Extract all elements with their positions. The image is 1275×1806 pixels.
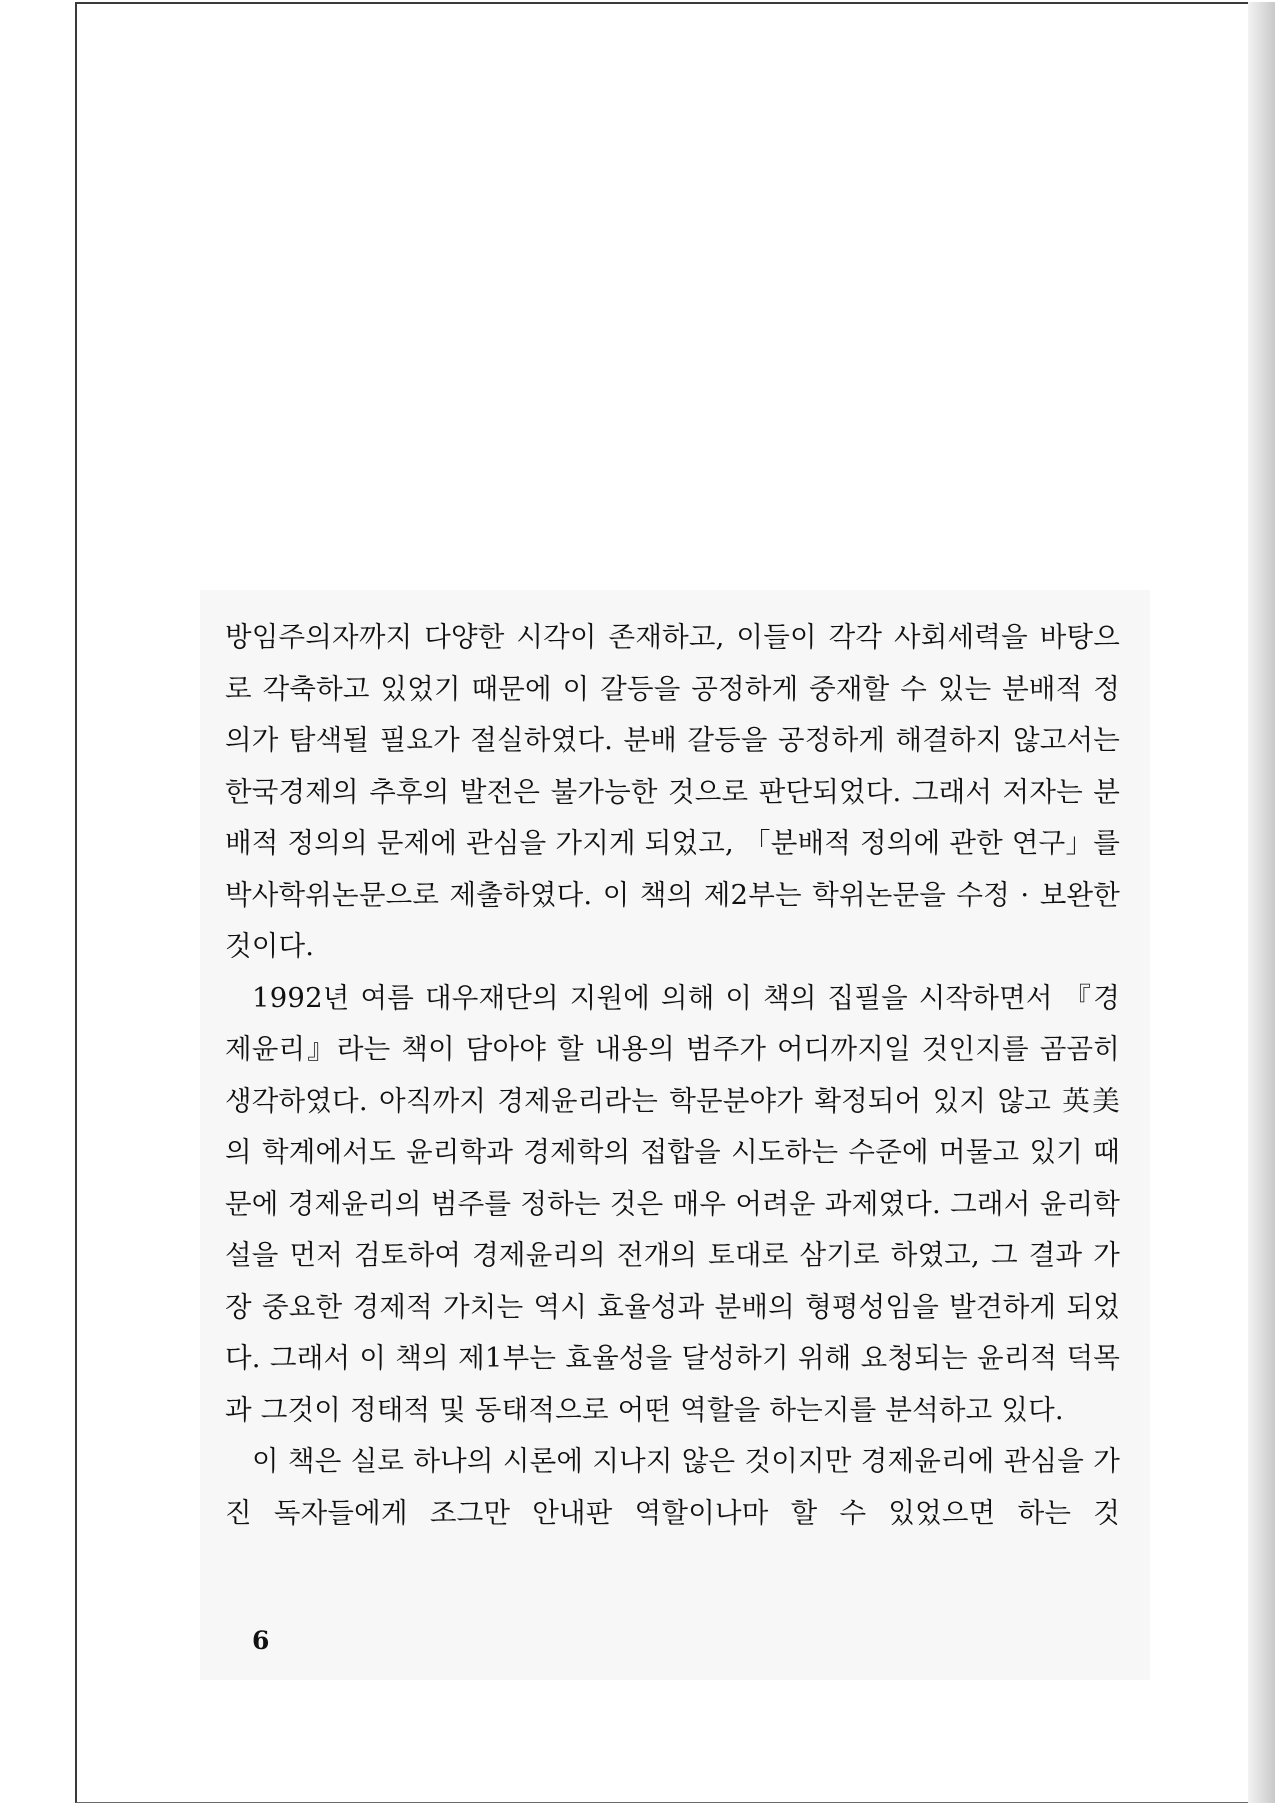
page-number: 6: [252, 1626, 270, 1655]
paragraph-1: 방임주의자까지 다양한 시각이 존재하고, 이들이 각각 사회세력을 바탕으로 각축하고 있었기 때문에 이 갈등을 공정하게 중재할 수 있는 분배적 정의가 탐색될 필요가 절실하였다. 분배 갈등을 공정하게 해결하지 않고서는 한국경제의 추후의 발전은 불가능한 것으로 판단되었다. 그래서 저자는 분배적 정의의 문제에 관심을 가지게 되었고, 「분배적 정의에 관한 연구」를 박사학위논문으로 제출하였다. 이 책의 제2부는 학위논문을 수정 · 보완한 것이다.: [225, 621, 1120, 962]
paragraph-2: 1992년 여름 대우재단의 지원에 의해 이 책의 집필을 시작하면서 『경제윤리』라는 책이 담아야 할 내용의 범주가 어디까지일 것인지를 곰곰히 생각하였다. 아직까지 경제윤리라는 학문분야가 확정되어 있지 않고 英美의 학계에서도 윤리학과 경제학의 접합을 시도하는 수준에 머물고 있기 때문에 경제윤리의 범주를 정하는 것은 매우 어려운 과제였다. 그래서 윤리학설을 먼저 검토하여 경제윤리의 전개의 토대로 삼기로 하였고, 그 결과 가장 중요한 경제적 가치는 역시 효율성과 분배의 형평성임을 발견하게 되었다. 그래서 이 책의 제1부는 효율성을 달성하기 위해 요청되는 윤리적 덕목과 그것이 정태적 및 동태적으로 어떤 역할을 하는지를 분석하고 있다.: [225, 981, 1120, 1426]
paragraph-3: 이 책은 실로 하나의 시론에 지나지 않은 것이지만 경제윤리에 관심을 가진 독자들에게 조그만 안내판 역할이나마 할 수 있었으면 하는 것: [225, 1445, 1120, 1529]
body-text: [225, 612, 1120, 1539]
page-edge-shadow: [1248, 2, 1275, 1803]
